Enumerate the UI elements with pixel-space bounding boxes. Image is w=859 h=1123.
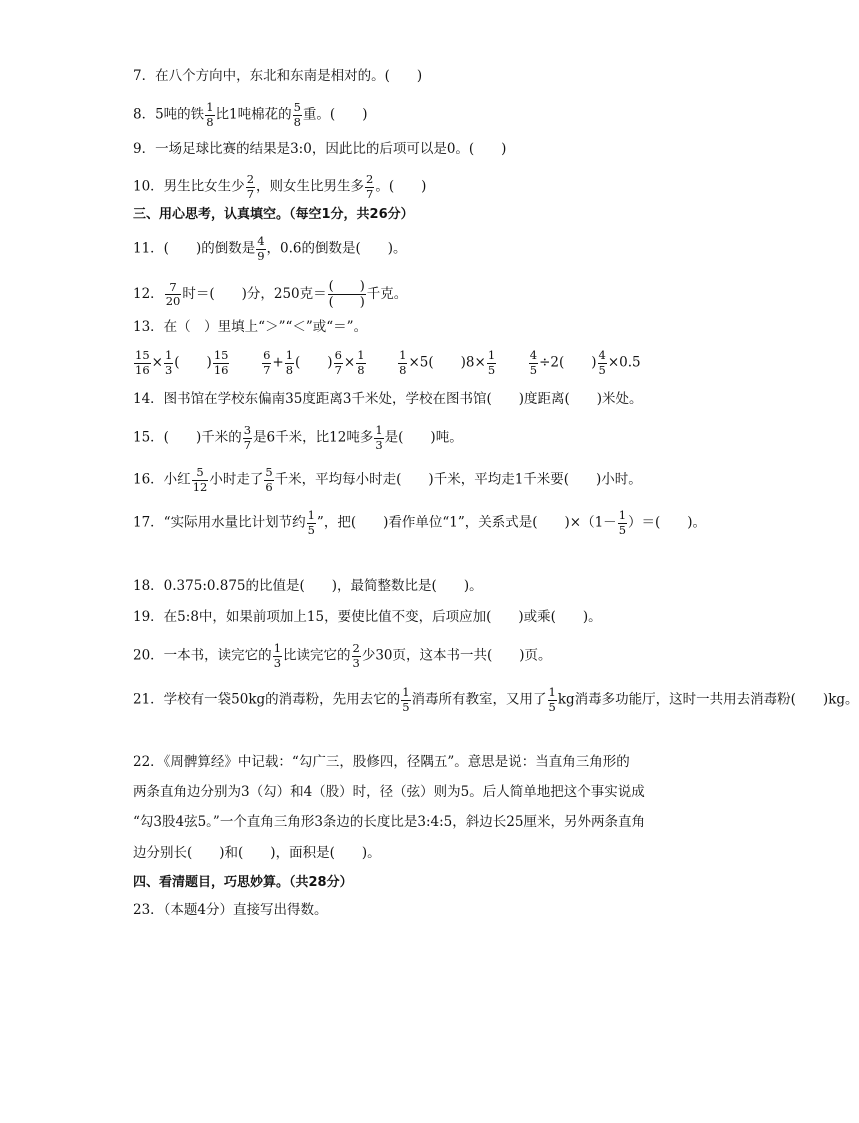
fraction-numerator: 1 — [399, 348, 407, 362]
fraction — [352, 643, 361, 669]
question-text: 重。( ) — [302, 106, 368, 123]
question-13 — [133, 317, 367, 337]
question-text: 22．《周髀算经》中记载：“勾广三，股修四，径隅五”。意思是说：当直角三角形的 — [133, 754, 630, 770]
question-18 — [133, 576, 483, 596]
question-text: ”，把( )看作单位“1”，关系式是( )×（1－ — [316, 514, 617, 531]
fraction-denominator: 16 — [213, 362, 229, 377]
fraction-denominator: 3 — [273, 655, 282, 670]
question-text: 两条直角边分别为3（勾）和4（股）时，径（弦）则为5。后人简单地把这个事实说成 — [133, 784, 645, 800]
question-text: 8．5吨的铁 — [133, 106, 205, 123]
question-text: 四、看清题目，巧思妙算。（共28分） — [133, 875, 353, 890]
fraction — [264, 467, 273, 493]
question-text: 8× — [465, 354, 486, 371]
fraction-denominator: 7 — [243, 437, 252, 452]
question-21 — [133, 687, 859, 713]
fraction-denominator: 7 — [366, 186, 374, 201]
question-text: 边分别长( )和( )，面积是( )。 — [133, 845, 381, 861]
fraction-denominator: 16 — [135, 362, 150, 377]
fraction — [246, 174, 255, 200]
question-text: ( ) — [174, 354, 212, 371]
question-text: 时＝( )分，250克＝ — [182, 286, 327, 302]
question-14 — [133, 389, 643, 409]
question-text: 比1吨棉花的 — [215, 106, 292, 123]
question-23 — [133, 900, 328, 920]
question-text: 11．( )的倒数是 — [133, 240, 256, 257]
question-22-line-2 — [133, 782, 645, 802]
fraction — [598, 350, 607, 376]
question-text: ( ) — [558, 354, 597, 371]
fraction-denominator: 8 — [285, 362, 294, 377]
fraction-denominator: 3 — [352, 655, 360, 670]
question-text: 13．在（ ）里填上“＞”“＜”或“＝”。 — [133, 319, 368, 335]
fraction-denominator: 8 — [357, 362, 365, 377]
question-12 — [133, 280, 407, 309]
fraction — [374, 425, 383, 451]
fraction-numerator: 1 — [357, 348, 365, 362]
question-text: 小时走了 — [209, 471, 264, 488]
question-20 — [133, 643, 552, 669]
question-7 — [133, 66, 422, 86]
fraction-numerator: 5 — [265, 465, 273, 479]
question-text: 千克。 — [366, 286, 408, 302]
question-8 — [133, 102, 367, 128]
fraction-denominator: 20 — [165, 294, 181, 308]
fraction — [243, 425, 252, 451]
fraction — [205, 102, 214, 128]
fraction-denominator: 7 — [334, 362, 342, 377]
question-text: + — [272, 354, 284, 371]
fraction — [398, 350, 407, 376]
question-22-line-3 — [133, 812, 645, 832]
fraction-denominator: 5 — [307, 522, 315, 537]
question-text: 9．一场足球比赛的结果是3:0，因此比的后项可以是0。( ) — [133, 141, 507, 157]
question-text: ×0.5 — [607, 354, 641, 371]
question-text: 17．“实际用水量比计划节约 — [133, 514, 306, 531]
question-15 — [133, 425, 463, 451]
fraction-numerator: 1 — [402, 685, 410, 699]
fraction — [262, 350, 271, 376]
section-4-heading — [133, 873, 353, 893]
question-text: 7．在八个方向中，东北和东南是相对的。( ) — [133, 68, 423, 84]
fraction — [401, 687, 410, 713]
question-22-line-1 — [133, 752, 630, 772]
question-text: × — [151, 354, 163, 371]
question-10 — [133, 174, 426, 200]
fraction-denominator: 12 — [192, 479, 208, 494]
question-16 — [133, 467, 642, 493]
fraction — [529, 350, 538, 376]
question-text: 21．学校有一袋50kg的消毒粉，先用去它的 — [133, 691, 401, 708]
fraction-numerator: 1 — [285, 348, 294, 362]
fraction-numerator: 1 — [164, 348, 173, 362]
fraction-numerator: 1 — [206, 100, 214, 114]
question-text: 消毒所有教室，又用了 — [411, 691, 547, 708]
fraction-numerator: 1 — [307, 508, 315, 522]
fraction — [307, 510, 316, 536]
question-text: 是6千米，比12吨多 — [253, 429, 374, 446]
fraction-numerator: 1 — [487, 348, 496, 362]
fraction — [213, 350, 230, 376]
fraction-numerator: 6 — [263, 348, 271, 362]
question-text: ( ) — [428, 354, 466, 371]
question-text: 20．一本书，读完它的 — [133, 647, 272, 664]
fraction-numerator: 1 — [548, 685, 556, 699]
fraction-numerator: 1 — [273, 641, 282, 655]
fraction-numerator: 2 — [352, 641, 360, 655]
question-19 — [133, 607, 602, 627]
fraction-numerator: 5 — [192, 467, 209, 481]
fraction — [164, 350, 173, 376]
fraction-numerator: 7 — [165, 282, 182, 296]
fraction-denominator: 8 — [206, 114, 214, 129]
fraction-numerator: 1 — [618, 508, 627, 522]
fraction-denominator: 6 — [265, 479, 273, 494]
fraction-numerator: 2 — [366, 172, 374, 186]
question-9 — [133, 139, 506, 159]
fraction-numerator: ( ) — [328, 279, 365, 294]
fraction-numerator: 4 — [257, 234, 265, 248]
fraction-numerator: 15 — [213, 348, 229, 362]
fraction — [285, 350, 294, 376]
question-text: 比读完它的 — [283, 647, 351, 664]
fraction — [256, 236, 265, 262]
fraction-denominator: 7 — [246, 186, 255, 201]
fraction — [273, 643, 282, 669]
fraction-denominator: 7 — [263, 362, 271, 377]
fraction-denominator: 8 — [399, 362, 407, 377]
question-text: 15．( )千米的 — [133, 429, 242, 446]
fraction-numerator: 6 — [334, 348, 342, 362]
fraction-denominator: ( ) — [328, 295, 365, 310]
question-text: 12． — [133, 286, 164, 302]
question-text: × — [343, 354, 356, 371]
question-text: ×5 — [408, 354, 429, 371]
fraction — [548, 687, 557, 713]
question-17 — [133, 510, 706, 536]
fraction-numerator: 4 — [529, 348, 538, 362]
fraction — [618, 510, 627, 536]
fraction-denominator: 5 — [529, 362, 538, 377]
fraction-denominator: 3 — [164, 362, 173, 377]
fraction-denominator: 5 — [618, 522, 627, 537]
question-text: kg消毒多功能厅，这时一共用去消毒粉( )kg。 — [557, 691, 859, 708]
question-text: 14．图书馆在学校东偏南35度距离3千米处，学校在图书馆( )度距离( )米处。 — [133, 391, 643, 407]
fraction — [328, 280, 366, 309]
question-text: 23．（本题4分）直接写出得数。 — [133, 902, 328, 918]
question-text: ，则女生比男生多 — [256, 178, 365, 195]
question-text: ÷2 — [539, 354, 559, 371]
question-text: 19．在5:8中，如果前项加上15，要使比值不变，后项应加( )或乘( )。 — [133, 609, 602, 625]
question-22-line-4 — [133, 843, 381, 863]
fraction-numerator: 2 — [246, 172, 255, 186]
fraction-denominator: 8 — [293, 114, 301, 129]
fraction — [487, 350, 496, 376]
fraction — [334, 350, 343, 376]
question-text: 18．0.375:0.875的比值是( )，最简整数比是( )。 — [133, 578, 483, 594]
question-text: 。( ) — [375, 178, 427, 195]
fraction — [165, 279, 182, 308]
fraction — [293, 102, 302, 128]
fraction — [134, 350, 151, 376]
question-text: “勾3股4弦5。”一个直角三角形3条边的长度比是3:4:5，斜边长25厘米，另外两条直角 — [133, 814, 645, 830]
question-text: 是( )吨。 — [384, 429, 463, 446]
question-11 — [133, 236, 407, 262]
fraction — [365, 174, 374, 200]
fraction-numerator: 4 — [598, 348, 606, 362]
question-13-expressions — [133, 350, 641, 376]
question-text: 千米，平均每小时走( )千米，平均走1千米要( )小时。 — [274, 471, 642, 488]
fraction-denominator: 3 — [375, 437, 383, 452]
question-text: 少30页，这本书一共( )页。 — [361, 647, 552, 664]
question-text: ，0.6的倒数是( )。 — [266, 240, 407, 257]
fraction-numerator: 3 — [243, 423, 252, 437]
fraction-denominator: 5 — [487, 362, 496, 377]
fraction-denominator: 5 — [548, 699, 556, 714]
question-text: 10．男生比女生少 — [133, 178, 245, 195]
fraction-numerator: 15 — [135, 348, 150, 362]
question-text: ）＝( )。 — [628, 514, 707, 531]
fraction-numerator: 5 — [293, 100, 301, 114]
question-text: ( ) — [295, 354, 333, 371]
fraction-denominator: 9 — [257, 248, 265, 263]
fraction-numerator: 1 — [375, 423, 383, 437]
section-3-heading — [133, 205, 414, 225]
question-text: 三、用心思考，认真填空。（每空1分，共26分） — [133, 207, 414, 222]
fraction — [356, 350, 365, 376]
fraction-denominator: 5 — [598, 362, 606, 377]
question-text: 16．小红 — [133, 471, 191, 488]
fraction — [192, 467, 209, 493]
fraction-denominator: 5 — [402, 699, 410, 714]
